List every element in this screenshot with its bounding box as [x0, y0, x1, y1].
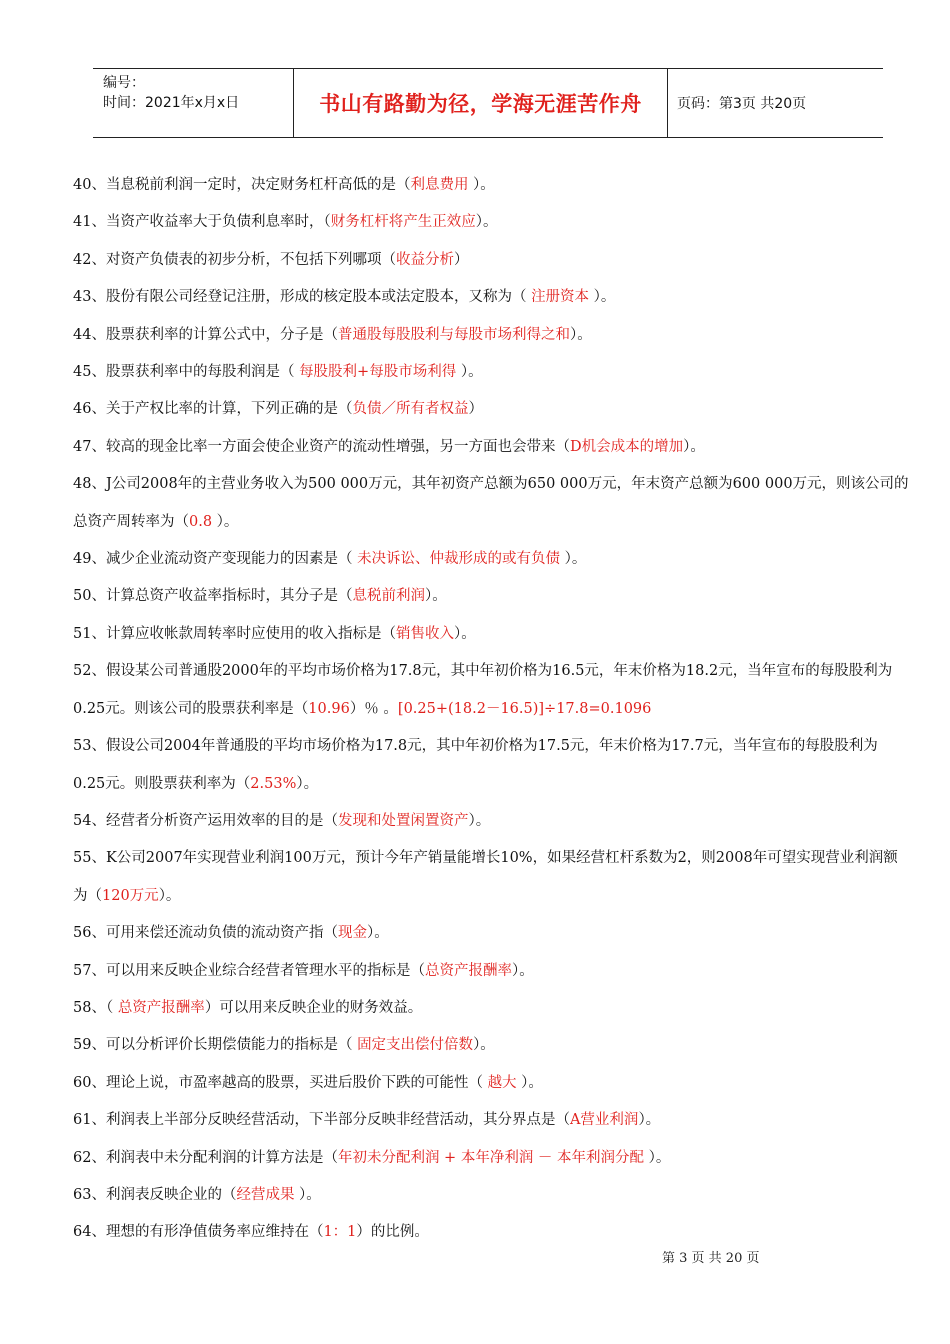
question-tail: ）。 — [468, 177, 495, 193]
question-text: 61、利润表上半部分反映经营活动，下半部分反映非经营活动，其分界点是（ — [73, 1112, 570, 1129]
question-text: 44、股票获利率的计算公式中，分子是（ — [73, 326, 338, 343]
question-tail: ）。 — [589, 289, 616, 306]
question-tail: ） — [468, 401, 483, 418]
question-tail: ）。 — [473, 1037, 495, 1054]
answer-text: 注册资本 — [531, 289, 590, 306]
question-tail: ）。 — [638, 1112, 661, 1129]
question-item — [73, 541, 909, 578]
question-text: 41、当资产收益率大于负债利息率时，（ — [73, 214, 331, 231]
question-tail: ）。 — [644, 1149, 671, 1166]
page-header — [93, 68, 883, 138]
question-item — [73, 1140, 909, 1177]
question-item — [73, 466, 909, 541]
question-text: 59、可以分析评价长期偿债能力的指标是（ — [73, 1037, 358, 1054]
question-item — [73, 167, 909, 204]
question-tail: ）。 — [511, 962, 534, 979]
answer-text: 发现和处置闲置资产 — [337, 812, 469, 829]
answer-text: 越大 — [487, 1074, 517, 1091]
question-text: 55、K公司2007年实现营业利润100万元，预计今年产销量能增长10%，如果经营杠杆系数为2，则2008年可望实现营业利润额为（ — [73, 850, 898, 904]
answer-text: 负债／所有者权益 — [352, 401, 469, 418]
question-item — [73, 242, 909, 279]
question-tail: ）％ 。 — [349, 700, 398, 717]
question-tail: ）。 — [475, 214, 498, 231]
question-item — [73, 354, 909, 391]
question-tail: ）。 — [560, 551, 587, 568]
answer-formula: [0.25+(18.2－16.5)]÷17.8=0.1096 — [397, 700, 652, 717]
question-text: 52、假设某公司普通股2000年的平均市场价格为17.8元，其中年初价格为16.5元，年末价格为18.2元，当年宣布的每股股利为0.25元。则该公司的股票获利率是（ — [73, 663, 893, 717]
answer-text: 2.53% — [250, 775, 297, 792]
doc-date: 时间：2021年x月x日 — [103, 95, 240, 111]
question-item — [73, 1065, 909, 1102]
question-text: 53、假设公司2004年普通股的平均市场价格为17.8元，其中年初价格为17.5元，年末价格为17.7元，当年宣布的每股股利为0.25元。则股票获利率为（ — [73, 738, 878, 792]
question-item — [73, 803, 909, 840]
question-item — [73, 1177, 909, 1214]
answer-text: 经营成果 — [236, 1186, 295, 1203]
answer-text: 未决诉讼、仲裁形成的或有负债 — [357, 551, 561, 568]
answer-text: 息税前利润 — [352, 588, 425, 605]
answer-text: 总资产报酬率 — [424, 962, 512, 979]
answer-text: 收益分析 — [395, 251, 454, 268]
question-text: 43、股份有限公司经登记注册，形成的核定股本或法定股本，又称为（ — [73, 289, 532, 306]
header-meta — [93, 69, 294, 137]
answer-text: 10.96 — [308, 700, 350, 717]
question-item — [73, 616, 909, 653]
question-tail: ）。 — [424, 588, 447, 605]
question-text: 45、股票获利率中的每股利润是（ — [73, 364, 300, 381]
question-text: 50、计算总资产收益率指标时，其分子是（ — [73, 588, 353, 605]
question-text: 42、对资产负债表的初步分析，不包括下列哪项（ — [73, 251, 396, 268]
question-item — [73, 317, 909, 354]
question-tail: ）。 — [366, 925, 389, 942]
question-text: 57、可以用来反映企业综合经营者管理水平的指标是（ — [73, 962, 425, 979]
question-tail: ）。 — [212, 513, 239, 530]
question-text: 46、关于产权比率的计算，下列正确的是（ — [73, 401, 353, 418]
question-tail: ）。 — [453, 625, 476, 642]
header-motto: 书山有路勤为径，学海无涯苦作舟 — [294, 69, 668, 137]
answer-text: A营业利润 — [569, 1112, 639, 1129]
question-text: 63、利润表反映企业的（ — [73, 1186, 237, 1203]
question-item — [73, 578, 909, 615]
answer-text: 1：1 — [323, 1224, 357, 1241]
answer-text: 财务杠杆将产生正效应 — [330, 214, 476, 231]
question-item — [73, 728, 909, 803]
question-item — [73, 1027, 909, 1064]
question-tail: ）。 — [569, 326, 592, 343]
answer-text: 普通股每股股利与每股市场利得之和 — [337, 326, 570, 343]
question-text: 60、理论上说，市盈率越高的股票，买进后股价下跌的可能性（ — [73, 1074, 488, 1091]
question-tail: ）。 — [158, 887, 181, 904]
question-tail: ） — [453, 251, 469, 268]
question-tail: ）。 — [456, 364, 483, 381]
answer-text: 现金 — [337, 925, 367, 942]
question-text: 51、计算应收帐款周转率时应使用的收入指标是（ — [73, 625, 396, 642]
question-item — [73, 653, 909, 728]
answer-text: 总资产报酬率 — [117, 999, 205, 1016]
answer-text: 每股股利+每股市场利得 — [299, 364, 457, 381]
answer-text: 固定支出偿付倍数 — [357, 1037, 474, 1054]
question-tail: ）。 — [294, 1186, 321, 1203]
answer-text: D机会成本的增加 — [569, 438, 684, 455]
answer-text: 利息费用 — [410, 177, 469, 193]
page-footer: 第 3 页 共 20 页 — [662, 1251, 760, 1266]
question-item — [73, 429, 909, 466]
question-tail: ）的比例。 — [356, 1224, 429, 1241]
question-item — [73, 915, 909, 952]
answer-text: 0.8 — [189, 513, 213, 530]
question-text: 58、（ — [73, 999, 118, 1016]
question-list — [73, 167, 909, 1252]
answer-text: 销售收入 — [395, 625, 454, 642]
question-tail: ）。 — [516, 1074, 543, 1091]
question-text: 64、理想的有形净值债务率应维持在（ — [73, 1224, 324, 1241]
question-text: 54、经营者分析资产运用效率的目的是（ — [73, 812, 338, 829]
question-item — [73, 1214, 909, 1251]
answer-text: 120万元 — [102, 887, 159, 904]
doc-number-label: 编号： — [103, 75, 145, 91]
question-item — [73, 1102, 909, 1139]
question-text: 56、可用来偿还流动负债的流动资产指（ — [73, 925, 338, 942]
question-tail: ）。 — [468, 812, 491, 829]
question-tail: ）。 — [296, 775, 319, 792]
question-item — [73, 953, 909, 990]
question-text: 48、J公司2008年的主营业务收入为500 000万元，其年初资产总额为650 000万元，年末资产总额为600 000万元，则该公司的总资产周转率为（ — [73, 476, 909, 530]
answer-text: 年初未分配利润 + 本年净利润 － 本年利润分配 — [337, 1149, 645, 1166]
question-item — [73, 840, 909, 915]
question-tail: ）可以用来反映企业的财务效益。 — [204, 999, 423, 1016]
question-item — [73, 990, 909, 1027]
header-page-info: 页码：第3页 共20页 — [677, 96, 807, 112]
question-text: 62、利润表中未分配利润的计算方法是（ — [73, 1149, 338, 1166]
question-item — [73, 204, 909, 241]
question-item — [73, 279, 909, 316]
question-text: 49、减少企业流动资产变现能力的因素是（ — [73, 551, 358, 568]
question-text: 40、当息税前利润一定时，决定财务杠杆高低的是（ — [73, 177, 411, 193]
question-tail: ）。 — [683, 438, 705, 455]
question-item — [73, 391, 909, 428]
question-text: 47、较高的现金比率一方面会使企业资产的流动性增强，另一方面也会带来（ — [73, 438, 570, 455]
